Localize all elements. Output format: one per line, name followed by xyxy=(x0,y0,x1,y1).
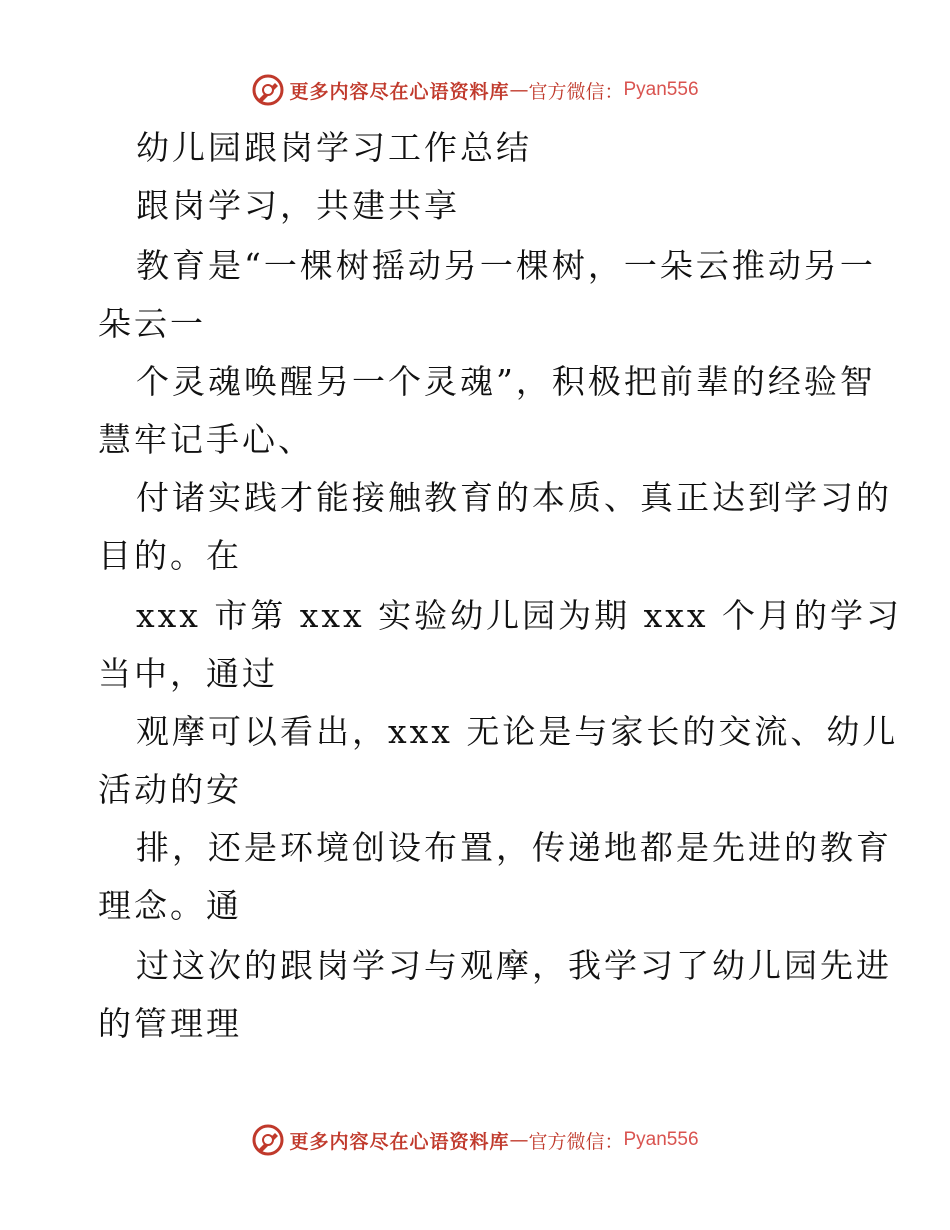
banner-contact-label: 官方微信： xyxy=(528,1130,624,1153)
paragraph-line: 付诸实践才能接触教育的本质、真正达到学习的 xyxy=(136,478,892,517)
paragraph-line: 观摩可以看出，xxx 无论是与家长的交流、幼儿 xyxy=(136,712,899,751)
banner-text: 更多内容尽在心语资料库 xyxy=(289,80,510,103)
pen-logo-icon xyxy=(251,73,285,107)
paragraph-line: 教育是“一棵树摇动另一棵树，一朵云推动另一 xyxy=(136,246,876,285)
paragraph-line: 慧牢记手心、 xyxy=(98,420,314,459)
paragraph-line: 当中，通过 xyxy=(98,654,278,693)
banner-contact-label: 官方微信： xyxy=(528,80,624,103)
banner-separator: — xyxy=(509,1129,529,1151)
footer-watermark-banner xyxy=(0,1120,950,1160)
document-subtitle: 跟岗学习，共建共享 xyxy=(136,186,460,225)
banner-contact-id: Pyan556 xyxy=(623,79,699,100)
paragraph-line: 理念。通 xyxy=(98,886,242,925)
paragraph-line: 活动的安 xyxy=(98,770,242,809)
banner-contact-id: Pyan556 xyxy=(623,1129,699,1150)
document-title: 幼儿园跟岗学习工作总结 xyxy=(136,128,532,167)
pen-logo-icon xyxy=(251,1123,285,1157)
paragraph-line: 朵云一 xyxy=(98,304,206,343)
banner-text: 更多内容尽在心语资料库 xyxy=(289,1130,510,1153)
paragraph-line: xxx 市第 xxx 实验幼儿园为期 xxx 个月的学习 xyxy=(136,596,902,635)
paragraph-line: 过这次的跟岗学习与观摩，我学习了幼儿园先进 xyxy=(136,946,892,985)
header-watermark-banner xyxy=(0,70,950,110)
paragraph-line: 排，还是环境创设布置，传递地都是先进的教育 xyxy=(136,828,892,867)
paragraph-line: 个灵魂唤醒另一个灵魂”，积极把前辈的经验智 xyxy=(136,362,876,401)
banner-separator: — xyxy=(509,79,529,101)
paragraph-line: 的管理理 xyxy=(98,1004,242,1043)
paragraph-line: 目的。在 xyxy=(98,536,242,575)
